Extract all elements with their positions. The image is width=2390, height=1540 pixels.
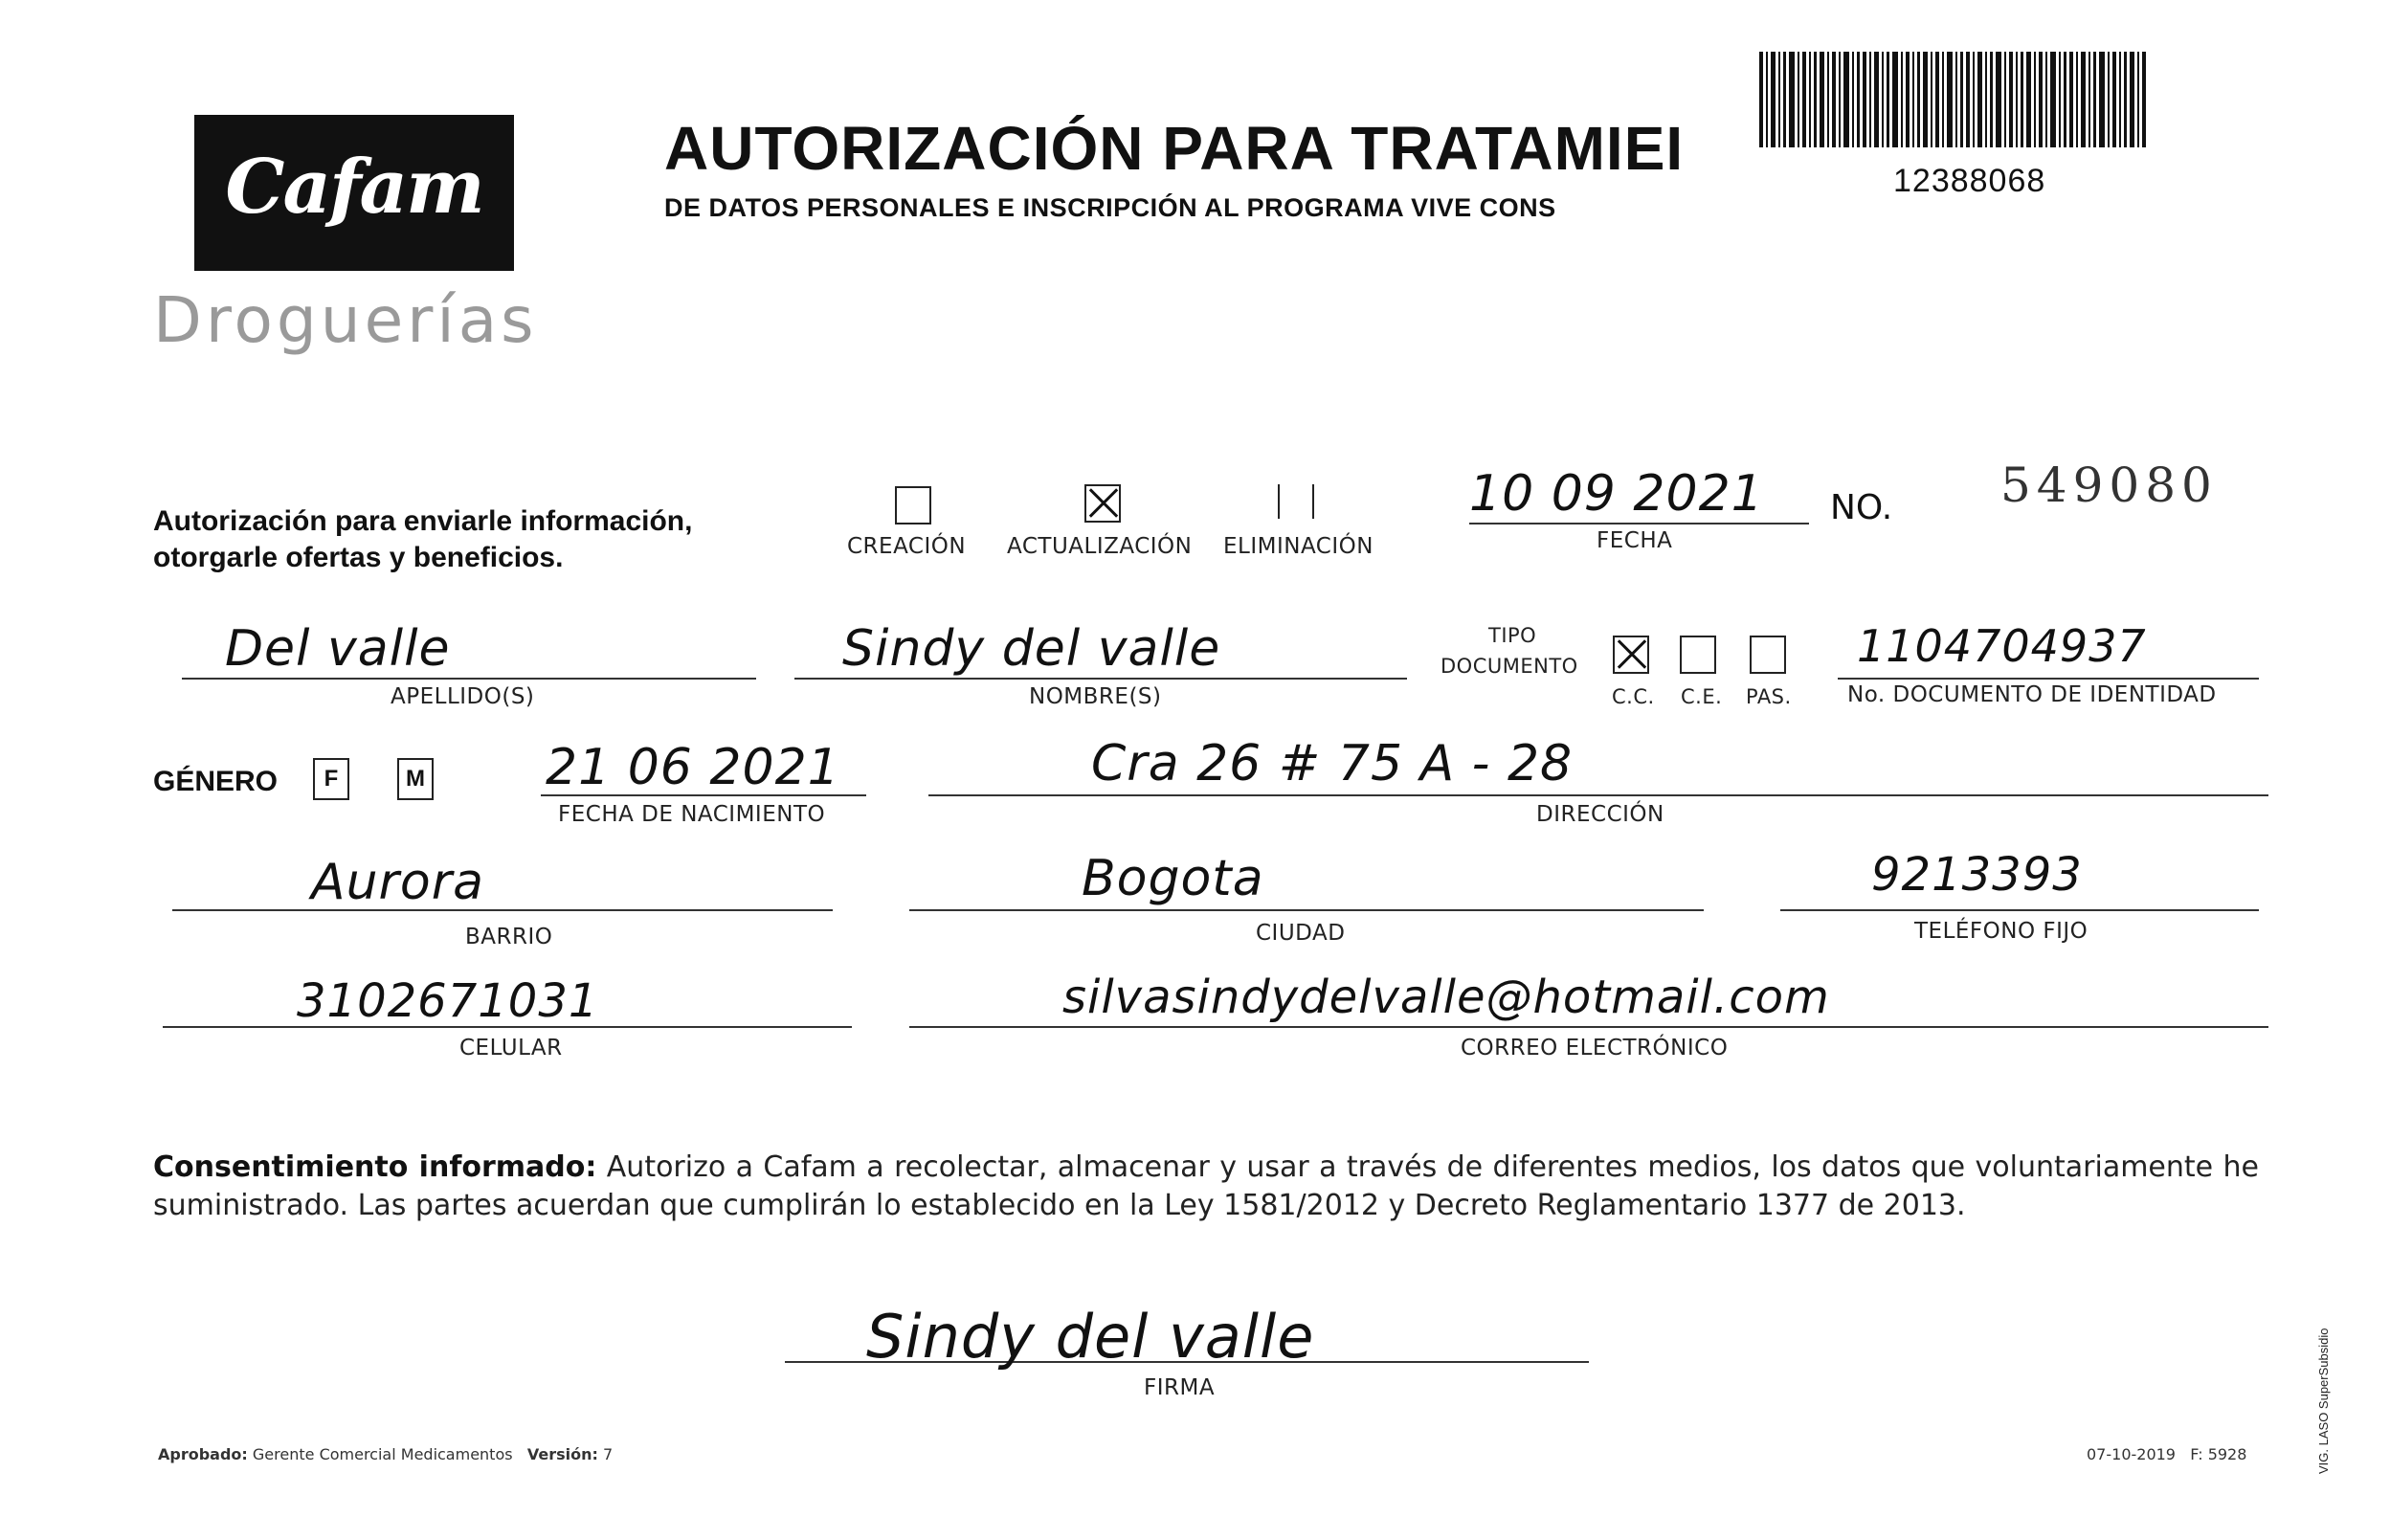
form-title: AUTORIZACIÓN PARA TRATAMIEI [664, 114, 1685, 183]
form-subtitle: DE DATOS PERSONALES E INSCRIPCIÓN AL PROGRAMA VIVE CONS [664, 193, 1556, 222]
tipo-doc-label-1: TIPO [1488, 624, 1537, 647]
direccion-line [928, 794, 2268, 796]
form-number: 549080 [2000, 458, 2218, 513]
telefono-value[interactable]: 9213393 [1871, 848, 2083, 902]
number-label: NO. [1830, 488, 1893, 527]
checkbox-actualizacion[interactable] [1084, 484, 1121, 523]
side-label [2316, 1263, 2345, 1474]
ciudad-label: CIUDAD [1256, 921, 1346, 946]
authorization-intro-line1: Autorización para enviarle información, [153, 505, 693, 537]
side-text: VIG. LASO SuperSubsidio [2316, 1328, 2331, 1474]
telefono-line [1780, 909, 2259, 911]
nacimiento-value[interactable]: 21 06 2021 [546, 739, 840, 796]
aprobado-label: Aprobado: [158, 1445, 248, 1463]
nombres-value[interactable]: Sindy del valle [842, 620, 1221, 678]
footer-date-code: 07-10-2019 [2087, 1445, 2176, 1463]
nombres-label: NOMBRE(S) [1029, 684, 1162, 709]
apellidos-label: APELLIDO(S) [391, 684, 535, 709]
nacimiento-label: FECHA DE NACIMIENTO [558, 802, 826, 827]
genero-f-box[interactable]: F [313, 758, 349, 800]
doc-number-line [1838, 678, 2259, 680]
nombres-line [794, 678, 1407, 680]
label-ce: C.E. [1681, 685, 1723, 708]
genero-label: GÉNERO [153, 766, 279, 797]
barrio-value[interactable]: Aurora [311, 854, 484, 911]
signature-value[interactable]: Sindy del valle [866, 1302, 1315, 1372]
doc-number-value[interactable]: 1104704937 [1857, 620, 2147, 672]
direccion-label: DIRECCIÓN [1536, 802, 1664, 827]
consent-paragraph [153, 1149, 2259, 1225]
apellidos-value[interactable]: Del valle [225, 620, 451, 678]
telefono-label: TELÉFONO FIJO [1914, 919, 2088, 944]
checkbox-cc[interactable] [1613, 636, 1649, 674]
barrio-label: BARRIO [465, 925, 553, 949]
logo-subtitle: Droguerías [153, 283, 538, 357]
version-label: Versión: [526, 1445, 598, 1463]
footer-form-code: F: 5928 [2190, 1445, 2247, 1463]
barrio-line [172, 909, 833, 911]
genero-m-box[interactable]: M [397, 758, 434, 800]
label-cc: C.C. [1612, 685, 1655, 708]
footer-approval [158, 1445, 613, 1463]
checkbox-creacion[interactable] [895, 486, 931, 524]
version-value: 7 [602, 1445, 614, 1463]
celular-value[interactable]: 3102671031 [297, 974, 599, 1028]
cafam-logo [194, 115, 514, 271]
label-actualizacion: ACTUALIZACIÓN [1007, 534, 1193, 559]
date-line [1469, 523, 1809, 524]
date-value[interactable]: 10 09 2021 [1469, 465, 1764, 523]
checkbox-eliminacion[interactable] [1278, 484, 1314, 519]
label-eliminacion: ELIMINACIÓN [1223, 534, 1374, 559]
barcode [1759, 52, 2150, 147]
direccion-value[interactable]: Cra 26 # 75 A - 28 [1091, 735, 1574, 792]
ciudad-line [909, 909, 1704, 911]
correo-line [909, 1026, 2268, 1028]
apellidos-line [182, 678, 756, 680]
date-label: FECHA [1597, 528, 1673, 553]
doc-number-label: No. DOCUMENTO DE IDENTIDAD [1847, 682, 2217, 707]
correo-label: CORREO ELECTRÓNICO [1461, 1036, 1729, 1060]
logo-wordmark: Cafam [225, 144, 483, 231]
signature-label: FIRMA [1144, 1375, 1216, 1400]
consent-heading: Consentimiento informado: [153, 1150, 597, 1184]
consent-text: Autorizo a Cafam a recolectar, almacenar y usar a través de diferentes medios, los datos que voluntariamente he suministrado. Las partes acuerdan que cumplirán lo establecido en la Ley 1581/2012 y Decreto Reglamentario 1377 de 2013. [153, 1150, 2259, 1222]
label-creacion: CREACIÓN [847, 534, 967, 559]
ciudad-value[interactable]: Bogota [1082, 850, 1264, 907]
authorization-intro-line2: otorgarle ofertas y beneficios. [153, 542, 564, 573]
tipo-doc-label-2: DOCUMENTO [1441, 655, 1578, 678]
aprobado-value: Gerente Comercial Medicamentos [252, 1445, 513, 1463]
footer-codes [2087, 1445, 2246, 1463]
barcode-number: 12388068 [1893, 163, 2046, 199]
celular-label: CELULAR [459, 1036, 563, 1060]
checkbox-ce[interactable] [1680, 636, 1716, 674]
checkbox-pas[interactable] [1750, 636, 1786, 674]
correo-value[interactable]: silvasindydelvalle@hotmail.com [1062, 971, 1830, 1024]
label-pas: PAS. [1746, 685, 1792, 708]
